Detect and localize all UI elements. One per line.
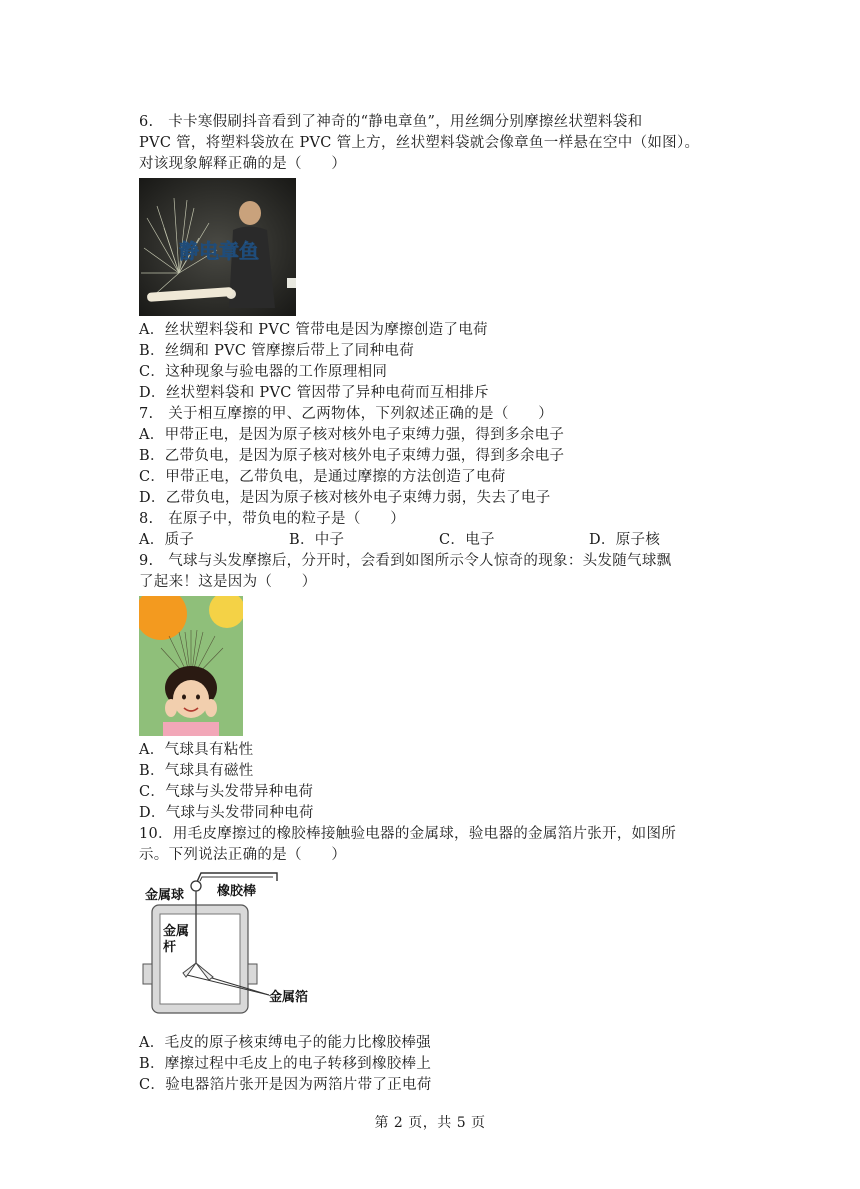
q6-option-c: C．这种现象与验电器的工作原理相同 xyxy=(139,364,388,380)
q9-option-c: C．气球与头发带异种电荷 xyxy=(139,784,314,800)
q7-option-d: D．乙带负电，是因为原子核对核外电子束缚力弱，失去了电子 xyxy=(139,490,551,506)
metal-ball xyxy=(191,881,201,891)
q6-stem-line2: PVC 管，将塑料袋放在 PVC 管上方，丝状塑料袋就会像章鱼一样悬在空中（如图）。 xyxy=(139,135,700,151)
q10-option-c: C．验电器箔片张开是因为两箔片带了正电荷 xyxy=(139,1077,432,1093)
page-footer: 第 2 页，共 5 页 xyxy=(374,1115,486,1131)
question-content xyxy=(139,112,739,1096)
q9-option-d: D．气球与头发带同种电荷 xyxy=(139,805,314,821)
q10-stem-line2: 示。下列说法正确的是（ ） xyxy=(139,847,347,863)
q8-option-d: D．原子核 xyxy=(589,532,661,548)
balloon-hair-photo xyxy=(139,596,243,736)
q8-stem: 8. 在原子中，带负电的粒子是（ ） xyxy=(139,511,406,527)
q10-option-b: B．摩擦过程中毛皮上的电子转移到橡胶棒上 xyxy=(139,1056,432,1072)
q9-option-b: B．气球具有磁性 xyxy=(139,763,254,779)
q6-stem-line3: 对该现象解释正确的是（ ） xyxy=(139,156,347,172)
q6-option-d: D．丝状塑料袋和 PVC 管因带了异种电荷而互相排斥 xyxy=(139,385,489,401)
q10-stem-line1: 10．用毛皮摩擦过的橡胶棒接触验电器的金属球，验电器的金属箔片张开，如图所 xyxy=(139,826,677,842)
q7-stem: 7. 关于相互摩擦的甲、乙两物体，下列叙述正确的是（ ） xyxy=(139,406,554,422)
q7-option-b: B．乙带负电，是因为原子核对核外电子束缚力强，得到多余电子 xyxy=(139,448,565,464)
q8-option-b: B．中子 xyxy=(289,532,345,548)
label-metal-ball: 金属球 xyxy=(145,888,185,903)
label-metal-stem-1: 金属 xyxy=(163,924,190,939)
q9-option-a: A．气球具有粘性 xyxy=(139,742,254,758)
q6-stem-line1: 6. 卡卡寒假刷抖音看到了神奇的“静电章鱼”，用丝绸分别摩擦丝状塑料袋和 xyxy=(139,114,643,130)
q9-stem-line2: 了起来！这是因为（ ） xyxy=(139,574,317,590)
q8-option-c: C．电子 xyxy=(439,532,495,548)
static-octopus-photo xyxy=(139,178,296,316)
q10-option-a: A．毛皮的原子核束缚电子的能力比橡胶棒强 xyxy=(139,1035,431,1051)
q7-option-c: C．甲带正电，乙带负电，是通过摩擦的方法创造了电荷 xyxy=(139,469,506,485)
label-metal-foil: 金属箔 xyxy=(269,990,309,1005)
q6-option-a: A．丝状塑料袋和 PVC 管带电是因为摩擦创造了电荷 xyxy=(139,322,488,338)
q9-stem-line1: 9. 气球与头发摩擦后，分开时，会看到如图所示令人惊奇的现象：头发随气球飘 xyxy=(139,553,672,569)
photo-caption: 静电章鱼 xyxy=(179,239,259,263)
q7-option-a: A．甲带正电，是因为原子核对核外电子束缚力强，得到多余电子 xyxy=(139,427,565,443)
label-rubber-rod: 橡胶棒 xyxy=(217,884,257,899)
label-metal-stem-2: 杆 xyxy=(163,940,177,955)
q6-option-b: B．丝绸和 PVC 管摩擦后带上了同种电荷 xyxy=(139,343,414,359)
q8-options xyxy=(139,530,739,551)
electroscope-diagram xyxy=(139,869,339,1029)
q8-option-a: A．质子 xyxy=(139,532,195,548)
